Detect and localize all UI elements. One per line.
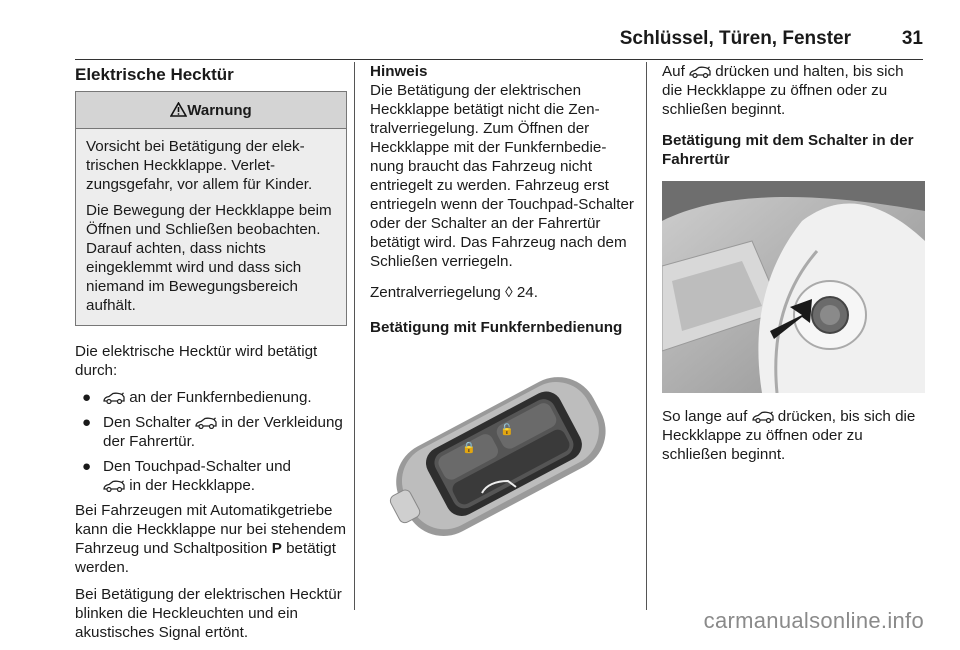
- car-tailgate-icon: [103, 480, 125, 492]
- column-left: [75, 62, 347, 650]
- bullet-text-3a: Den Touchpad-Schalter und: [103, 458, 292, 475]
- bullet-text-1: an der Funkfernbedienung.: [129, 389, 312, 406]
- header-rule: [75, 59, 923, 60]
- car-tailgate-icon: [195, 417, 217, 429]
- car-tailgate-icon: [752, 411, 774, 423]
- operation-list: [75, 388, 347, 495]
- door-switch-heading: Betätigung mit dem Schalter in der Fahrertür: [662, 132, 914, 168]
- column-divider-1: [354, 62, 355, 610]
- list-item: ● Den Schalter in der Verkleidung der Fahrertür.: [82, 414, 343, 450]
- warning-triangle-icon: [170, 102, 187, 117]
- warning-box: [75, 91, 347, 326]
- car-tailgate-icon: [689, 66, 711, 78]
- page-header: [75, 22, 923, 48]
- cross-ref-icon: ◊: [505, 284, 513, 301]
- automatic-note: Bei Fahrzeugen mit Automatikgetriebe kann die Heckklappe nur bei stehendem Fahrzeug und Schaltposition P betätigt werden.: [75, 502, 347, 576]
- bullet-text-2a: Den Schalter: [103, 414, 191, 431]
- warning-header: [76, 92, 346, 129]
- page-number: 31: [901, 28, 923, 49]
- chapter-title: Schlüssel, Türen, Fenster: [619, 28, 851, 49]
- remote-key-image: [370, 347, 632, 561]
- column-right: [662, 62, 927, 472]
- warning-paragraph-2: Die Bewegung der Heckklappe beim Öffnen und Schließen beobachten. Darauf achten, dass nichts eingeklemmt wird und dass sich niemand im Bewegungsbereich aufhält.: [86, 202, 332, 314]
- bullet-text-3b: in der Heckklappe.: [129, 477, 256, 494]
- list-item: ● Den Touchpad-Schalter und in der Heckklappe.: [82, 458, 292, 494]
- blink-note: Bei Betätigung der elektrischen Hecktür blinken die Heckleuchten und ein akustisches Signal ertönt.: [75, 586, 342, 641]
- intro-text: Die elektrische Hecktür wird betätigt durch:: [75, 343, 318, 379]
- column-divider-2: [646, 62, 647, 610]
- car-tailgate-icon: [103, 392, 125, 404]
- warning-paragraph-1: Vorsicht bei Betätigung der elektrischen Heckklappe. Verletzungsgefahr, vor allem für Kinder.: [86, 138, 313, 193]
- door-switch-image: [662, 181, 925, 393]
- hint-title: Hinweis: [370, 63, 428, 80]
- watermark: carmanualsonline.info: [703, 608, 924, 633]
- column-middle: [370, 62, 634, 575]
- svg-text:🔓: 🔓: [500, 423, 514, 436]
- section-title: Elektrische Hecktür: [75, 65, 234, 84]
- remote-heading: Betätigung mit Funkfernbedienung: [370, 319, 623, 336]
- list-item: ● an der Funkfernbedienung.: [82, 389, 312, 406]
- door-switch-instruction: So lange auf drücken, bis sich die Heckklappe zu öffnen oder zu schließen beginnt.: [662, 408, 916, 463]
- svg-text:🔒: 🔒: [462, 441, 476, 454]
- central-locking-ref: Zentralverriegelung ◊ 24.: [370, 284, 538, 301]
- bullet-text-2b: in der Verkleidung der Fahrertür.: [103, 414, 343, 450]
- hint-text: Die Betätigung der elektrischen Heckklappe betätigt nicht die Zentralverriegelung. Zum Öffnen der Heckklappe mit der Funkfernbedienung braucht das Fahrzeug nicht entriegelt zu werden. Fahrzeug erst entriegeln wenn der Touchpad-Schalter oder der Schalter an der Fahrertür betätigt wird. Das Fahrzeug nach dem Schließen verriegeln.: [370, 82, 634, 270]
- remote-instruction: Auf drücken und halten, bis sich die Heckklappe zu öffnen oder zu schließen beginnt.: [662, 63, 904, 118]
- warning-label: Warnung: [187, 102, 252, 119]
- gear-position: P: [271, 540, 282, 557]
